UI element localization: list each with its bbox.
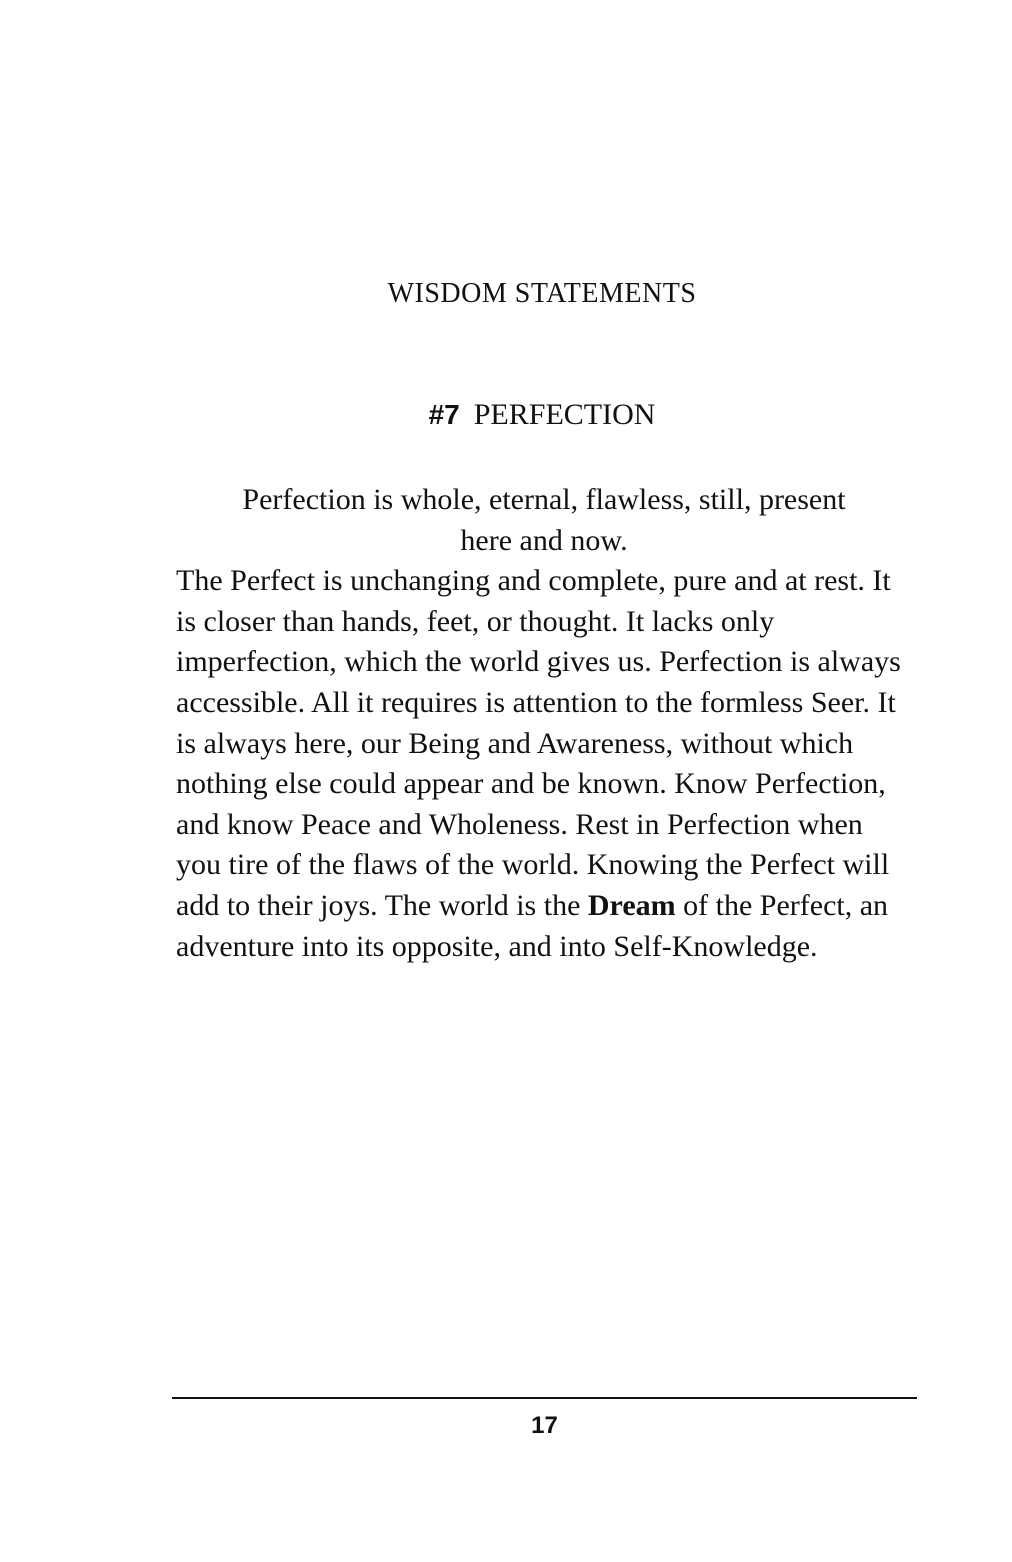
page-number: 17 [531,1412,558,1439]
lead-line-1: Perfection is whole, eternal, flawless, still, present [242,483,846,516]
footer-rule [172,1397,917,1399]
section-heading [174,398,910,432]
section-title: PERFECTION [473,398,656,431]
paragraph-text: The Perfect is unchanging and complete, pure and at rest. It is closer than hands, feet, or thought. It lacks only imperfection, which the world gives us. Perfection is always accessible. All it requires is attention to the formless Seer. It is always here, our Being and Awareness, without which nothing else could appear and be known. Know Perfection, and know Peace and Wholeness. Rest in Perfection when you tire of the flaws of the world. Knowing the Perfect will add to their joys. The world is the [176,564,901,922]
running-head: WISDOM STATEMENTS [387,278,697,309]
section-number: #7 [428,399,460,430]
emphasized-word: Dream [587,888,676,922]
body-paragraph [176,561,912,967]
paragraph-text-continued: of the Perfect, an adventure into its opposite, and into Self-Knowledge. [176,888,889,963]
lead-line-2: here and now. [460,523,628,557]
body-text [176,480,912,967]
lead-statement [176,480,912,561]
